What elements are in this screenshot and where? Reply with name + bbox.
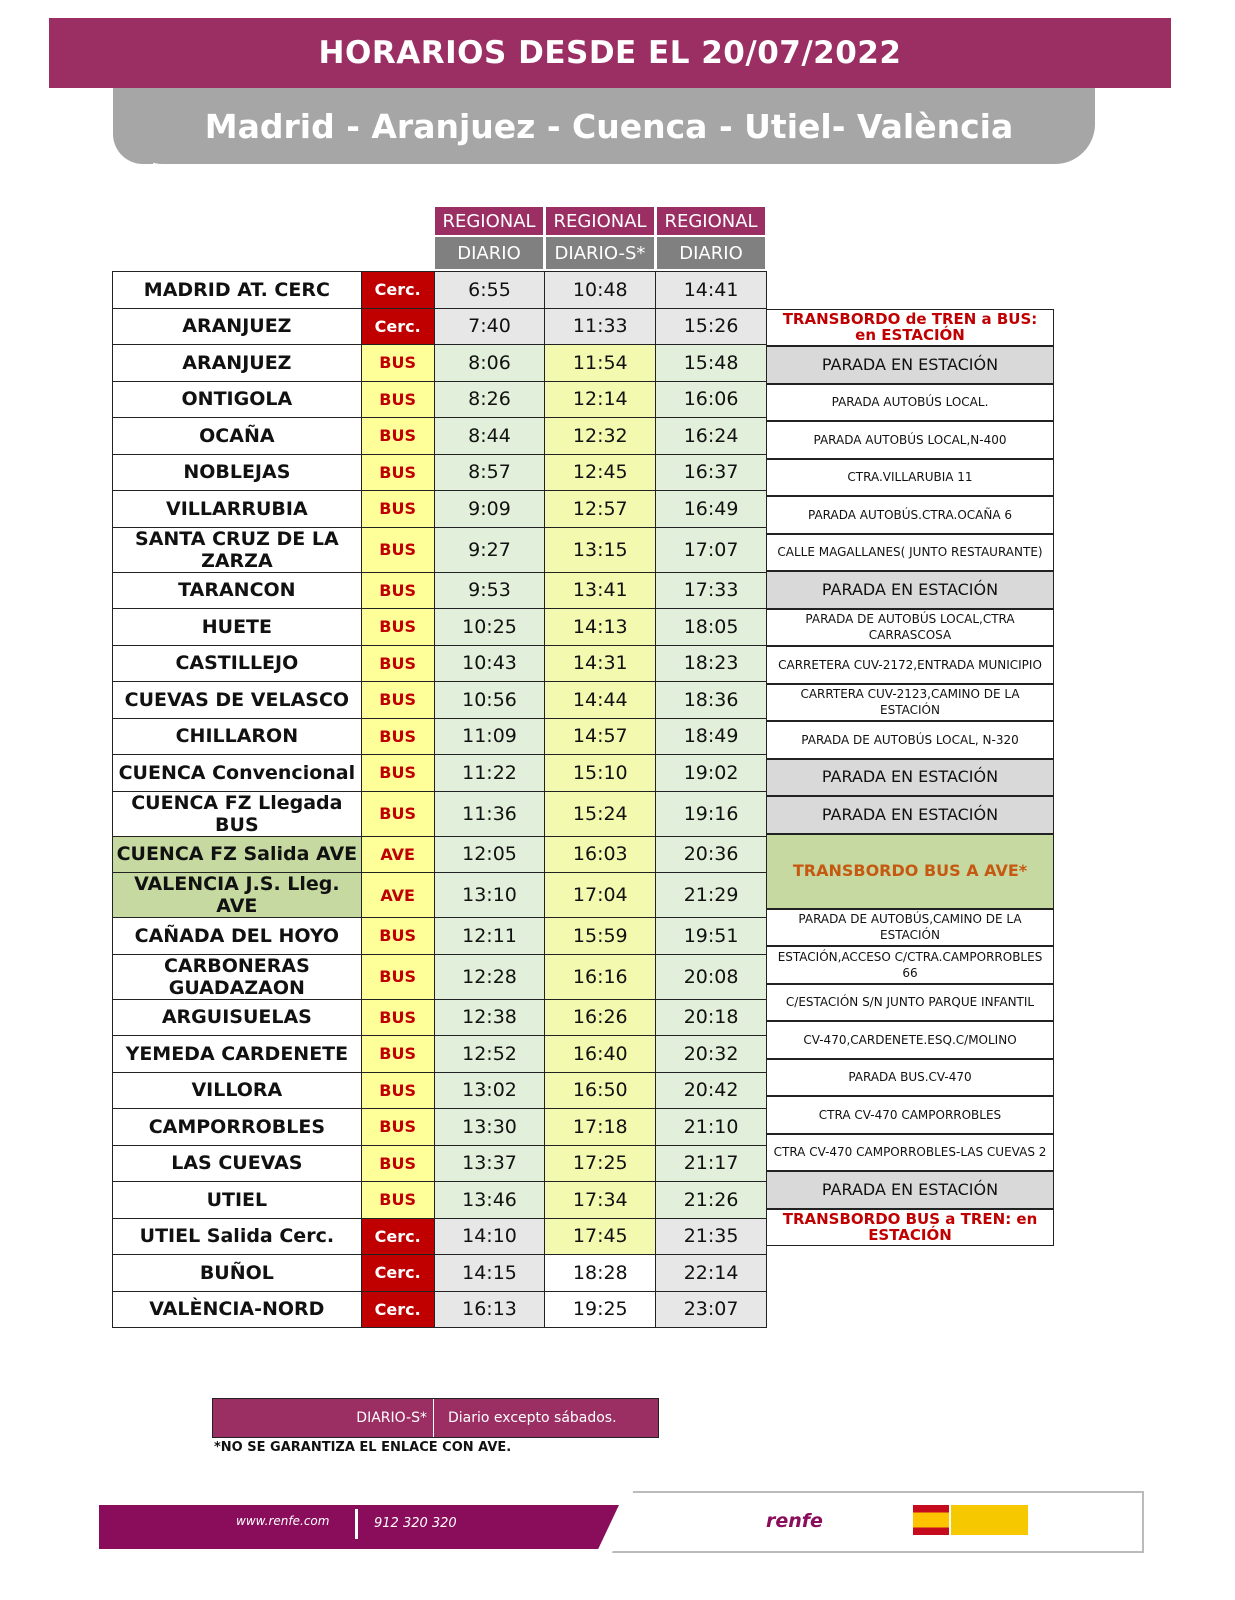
stop-note: PARADA EN ESTACIÓN xyxy=(767,346,1054,384)
departure-time: 11:33 xyxy=(545,308,656,345)
station-name: VILLORA xyxy=(113,1072,362,1109)
transport-mode: BUS xyxy=(361,345,434,382)
transport-mode: BUS xyxy=(361,1182,434,1219)
departure-time: 20:08 xyxy=(656,954,767,999)
transport-mode: BUS xyxy=(361,1036,434,1073)
departure-time: 11:54 xyxy=(545,345,656,382)
station-name: ARGUISUELAS xyxy=(113,999,362,1036)
transport-mode: BUS xyxy=(361,645,434,682)
departure-time: 10:25 xyxy=(434,609,545,646)
departure-time: 8:57 xyxy=(434,454,545,491)
footer-separator xyxy=(355,1509,358,1539)
transport-mode: Cerc. xyxy=(361,1255,434,1292)
transport-mode: BUS xyxy=(361,572,434,609)
departure-time: 18:36 xyxy=(656,682,767,719)
transport-mode: AVE xyxy=(361,873,434,918)
stop-note: TRANSBORDO BUS a TREN: en ESTACIÓN xyxy=(767,1209,1054,1247)
departure-time: 8:26 xyxy=(434,381,545,418)
table-row xyxy=(113,1109,767,1146)
transport-mode: BUS xyxy=(361,609,434,646)
timetable xyxy=(112,271,767,1328)
station-name: CHILLARON xyxy=(113,718,362,755)
legend-key: DIARIO-S* xyxy=(213,1399,434,1437)
stop-note: CALLE MAGALLANES( JUNTO RESTAURANTE) xyxy=(767,534,1054,572)
departure-time: 19:51 xyxy=(656,918,767,955)
departure-time: 12:38 xyxy=(434,999,545,1036)
departure-time: 13:10 xyxy=(434,873,545,918)
table-row xyxy=(113,1182,767,1219)
service-header-2 xyxy=(545,206,655,270)
station-name: CUEVAS DE VELASCO xyxy=(113,682,362,719)
departure-time: 17:04 xyxy=(545,873,656,918)
table-row xyxy=(113,1255,767,1292)
stop-note: PARADA EN ESTACIÓN xyxy=(767,1171,1054,1209)
departure-time: 15:10 xyxy=(545,755,656,792)
stop-note: CTRA CV-470 CAMPORROBLES-LAS CUEVAS 2 xyxy=(767,1134,1054,1172)
footer-band xyxy=(99,1505,619,1549)
station-name: CUENCA FZ Llegada BUS xyxy=(113,791,362,836)
departure-time: 12:14 xyxy=(545,381,656,418)
station-name: VALÈNCIA-NORD xyxy=(113,1291,362,1328)
departure-time: 8:06 xyxy=(434,345,545,382)
transport-mode: BUS xyxy=(361,527,434,572)
transport-mode: Cerc. xyxy=(361,272,434,309)
station-name: CUENCA FZ Salida AVE xyxy=(113,836,362,873)
departure-time: 19:02 xyxy=(656,755,767,792)
service-type: REGIONAL xyxy=(545,206,655,236)
table-row xyxy=(113,682,767,719)
transport-mode: BUS xyxy=(361,954,434,999)
departure-time: 20:18 xyxy=(656,999,767,1036)
departure-time: 16:50 xyxy=(545,1072,656,1109)
stop-note: TRANSBORDO de TREN a BUS: en ESTACIÓN xyxy=(767,309,1054,347)
stop-note: PARADA AUTOBÚS.CTRA.OCAÑA 6 xyxy=(767,496,1054,534)
departure-time: 19:25 xyxy=(545,1291,656,1328)
departure-time: 16:03 xyxy=(545,836,656,873)
station-name: ARANJUEZ xyxy=(113,308,362,345)
departure-time: 13:41 xyxy=(545,572,656,609)
table-row xyxy=(113,1145,767,1182)
departure-time: 18:49 xyxy=(656,718,767,755)
table-row xyxy=(113,1036,767,1073)
station-name: VILLARRUBIA xyxy=(113,491,362,528)
departure-time: 17:45 xyxy=(545,1218,656,1255)
departure-time: 21:29 xyxy=(656,873,767,918)
table-row xyxy=(113,381,767,418)
station-name: ARANJUEZ xyxy=(113,345,362,382)
transport-mode: Cerc. xyxy=(361,1291,434,1328)
departure-time: 17:18 xyxy=(545,1109,656,1146)
stop-note: CTRA CV-470 CAMPORROBLES xyxy=(767,1096,1054,1134)
table-row xyxy=(113,718,767,755)
footnote: *NO SE GARANTIZA EL ENLACE CON AVE. xyxy=(214,1440,512,1455)
departure-time: 7:40 xyxy=(434,308,545,345)
departure-time: 12:57 xyxy=(545,491,656,528)
departure-time: 10:43 xyxy=(434,645,545,682)
ministry-emblem xyxy=(951,1505,1028,1535)
table-row xyxy=(113,1072,767,1109)
departure-time: 12:52 xyxy=(434,1036,545,1073)
table-row xyxy=(113,1291,767,1328)
transport-mode: BUS xyxy=(361,491,434,528)
service-days: DIARIO xyxy=(434,236,544,270)
station-name: CARBONERAS GUADAZAON xyxy=(113,954,362,999)
transport-mode: BUS xyxy=(361,1072,434,1109)
station-name: NOBLEJAS xyxy=(113,454,362,491)
service-type: REGIONAL xyxy=(656,206,766,236)
departure-time: 13:02 xyxy=(434,1072,545,1109)
stop-note: CARRETERA CUV-2172,ENTRADA MUNICIPIO xyxy=(767,646,1054,684)
table-row xyxy=(113,418,767,455)
departure-time: 9:09 xyxy=(434,491,545,528)
table-row xyxy=(113,345,767,382)
transport-mode: BUS xyxy=(361,682,434,719)
departure-time: 21:17 xyxy=(656,1145,767,1182)
stop-note: C/ESTACIÓN S/N JUNTO PARQUE INFANTIL xyxy=(767,984,1054,1022)
station-name: OCAÑA xyxy=(113,418,362,455)
departure-time: 13:30 xyxy=(434,1109,545,1146)
stop-note: ESTACIÓN,ACCESO C/CTRA.CAMPORROBLES 66 xyxy=(767,946,1054,984)
departure-time: 18:05 xyxy=(656,609,767,646)
table-row xyxy=(113,645,767,682)
station-name: LAS CUEVAS xyxy=(113,1145,362,1182)
departure-time: 14:57 xyxy=(545,718,656,755)
table-row xyxy=(113,918,767,955)
departure-time: 17:07 xyxy=(656,527,767,572)
transport-mode: Cerc. xyxy=(361,1218,434,1255)
departure-time: 18:23 xyxy=(656,645,767,682)
departure-time: 15:48 xyxy=(656,345,767,382)
route-title-text: Madrid - Aranjuez - Cuenca - Utiel- València xyxy=(204,106,1014,146)
station-name: CUENCA Convencional xyxy=(113,755,362,792)
station-name: SANTA CRUZ DE LA ZARZA xyxy=(113,527,362,572)
service-days: DIARIO xyxy=(656,236,766,270)
departure-time: 9:27 xyxy=(434,527,545,572)
departure-time: 20:32 xyxy=(656,1036,767,1073)
station-name: CAMPORROBLES xyxy=(113,1109,362,1146)
stop-note: PARADA EN ESTACIÓN xyxy=(767,796,1054,834)
departure-time: 16:06 xyxy=(656,381,767,418)
legend-value: Diario excepto sábados. xyxy=(434,1399,658,1437)
station-name: CAÑADA DEL HOYO xyxy=(113,918,362,955)
station-name: HUETE xyxy=(113,609,362,646)
station-name: YEMEDA CARDENETE xyxy=(113,1036,362,1073)
departure-time: 12:11 xyxy=(434,918,545,955)
renfe-logo: renfe xyxy=(766,1510,823,1532)
departure-time: 16:49 xyxy=(656,491,767,528)
service-days: DIARIO-S* xyxy=(545,236,655,270)
departure-time: 16:40 xyxy=(545,1036,656,1073)
table-row xyxy=(113,999,767,1036)
transport-mode: BUS xyxy=(361,791,434,836)
station-name: UTIEL Salida Cerc. xyxy=(113,1218,362,1255)
transport-mode: BUS xyxy=(361,718,434,755)
route-title xyxy=(123,88,1095,164)
government-logo xyxy=(913,1505,1028,1535)
table-row xyxy=(113,491,767,528)
transport-mode: BUS xyxy=(361,755,434,792)
station-name: TARANCON xyxy=(113,572,362,609)
service-header-1 xyxy=(434,206,544,270)
stop-note: PARADA DE AUTOBÚS LOCAL,CTRA CARRASCOSA xyxy=(767,609,1054,647)
departure-time: 9:53 xyxy=(434,572,545,609)
table-row xyxy=(113,791,767,836)
departure-time: 13:46 xyxy=(434,1182,545,1219)
table-row xyxy=(113,609,767,646)
departure-time: 21:10 xyxy=(656,1109,767,1146)
departure-time: 13:15 xyxy=(545,527,656,572)
departure-time: 18:28 xyxy=(545,1255,656,1292)
transport-mode: BUS xyxy=(361,381,434,418)
departure-time: 12:05 xyxy=(434,836,545,873)
table-row xyxy=(113,454,767,491)
transport-mode: BUS xyxy=(361,1145,434,1182)
transport-mode: BUS xyxy=(361,418,434,455)
stop-note: PARADA BUS.CV-470 xyxy=(767,1059,1054,1097)
departure-time: 23:07 xyxy=(656,1291,767,1328)
departure-time: 12:28 xyxy=(434,954,545,999)
station-name: BUÑOL xyxy=(113,1255,362,1292)
stop-note: PARADA AUTOBÚS LOCAL. xyxy=(767,384,1054,422)
table-row xyxy=(113,873,767,918)
stop-note: PARADA AUTOBÚS LOCAL,N-400 xyxy=(767,421,1054,459)
stop-note: PARADA DE AUTOBÚS,CAMINO DE LA ESTACIÓN xyxy=(767,909,1054,947)
departure-time: 20:42 xyxy=(656,1072,767,1109)
service-type: REGIONAL xyxy=(434,206,544,236)
departure-time: 11:36 xyxy=(434,791,545,836)
transport-mode: BUS xyxy=(361,1109,434,1146)
departure-time: 12:32 xyxy=(545,418,656,455)
departure-time: 16:16 xyxy=(545,954,656,999)
stop-note: CTRA.VILLARUBIA 11 xyxy=(767,459,1054,497)
departure-time: 10:56 xyxy=(434,682,545,719)
departure-time: 14:13 xyxy=(545,609,656,646)
table-row xyxy=(113,836,767,873)
table-row xyxy=(113,755,767,792)
table-row xyxy=(113,572,767,609)
stop-note: PARADA EN ESTACIÓN xyxy=(767,571,1054,609)
stop-note: PARADA EN ESTACIÓN xyxy=(767,759,1054,797)
departure-time: 17:33 xyxy=(656,572,767,609)
stop-note: CARRTERA CUV-2123,CAMINO DE LA ESTACIÓN xyxy=(767,684,1054,722)
table-row xyxy=(113,954,767,999)
table-row xyxy=(113,527,767,572)
departure-time: 15:59 xyxy=(545,918,656,955)
departure-time: 15:26 xyxy=(656,308,767,345)
table-row xyxy=(113,308,767,345)
departure-time: 8:44 xyxy=(434,418,545,455)
spain-flag-icon xyxy=(913,1505,949,1535)
footer-phone: 912 320 320 xyxy=(374,1516,457,1531)
departure-time: 14:31 xyxy=(545,645,656,682)
departure-time: 21:35 xyxy=(656,1218,767,1255)
departure-time: 6:55 xyxy=(434,272,545,309)
departure-time: 11:22 xyxy=(434,755,545,792)
transport-mode: BUS xyxy=(361,918,434,955)
departure-time: 16:13 xyxy=(434,1291,545,1328)
departure-time: 12:45 xyxy=(545,454,656,491)
departure-time: 19:16 xyxy=(656,791,767,836)
departure-time: 10:48 xyxy=(545,272,656,309)
legend xyxy=(212,1398,659,1438)
departure-time: 14:44 xyxy=(545,682,656,719)
stop-note: CV-470,CARDENETE.ESQ.C/MOLINO xyxy=(767,1021,1054,1059)
footer-box xyxy=(612,1491,1144,1553)
transport-mode: AVE xyxy=(361,836,434,873)
station-name: VALENCIA J.S. Lleg. AVE xyxy=(113,873,362,918)
station-name: ONTIGOLA xyxy=(113,381,362,418)
departure-time: 14:41 xyxy=(656,272,767,309)
departure-time: 20:36 xyxy=(656,836,767,873)
departure-time: 17:25 xyxy=(545,1145,656,1182)
station-name: MADRID AT. CERC xyxy=(113,272,362,309)
departure-time: 13:37 xyxy=(434,1145,545,1182)
departure-time: 15:24 xyxy=(545,791,656,836)
departure-time: 16:24 xyxy=(656,418,767,455)
departure-time: 21:26 xyxy=(656,1182,767,1219)
departure-time: 16:37 xyxy=(656,454,767,491)
departure-time: 11:09 xyxy=(434,718,545,755)
transport-mode: Cerc. xyxy=(361,308,434,345)
transport-mode: BUS xyxy=(361,454,434,491)
departure-time: 14:10 xyxy=(434,1218,545,1255)
page-title: HORARIOS DESDE EL 20/07/2022 xyxy=(49,18,1171,88)
transport-mode: BUS xyxy=(361,999,434,1036)
service-header-3 xyxy=(656,206,766,270)
departure-time: 22:14 xyxy=(656,1255,767,1292)
footer-website[interactable]: www.renfe.com xyxy=(236,1514,330,1528)
station-name: CASTILLEJO xyxy=(113,645,362,682)
station-name: UTIEL xyxy=(113,1182,362,1219)
stop-note: TRANSBORDO BUS A AVE* xyxy=(767,834,1054,909)
table-row xyxy=(113,272,767,309)
departure-time: 17:34 xyxy=(545,1182,656,1219)
departure-time: 16:26 xyxy=(545,999,656,1036)
departure-time: 14:15 xyxy=(434,1255,545,1292)
stop-note: PARADA DE AUTOBÚS LOCAL, N-320 xyxy=(767,721,1054,759)
table-row xyxy=(113,1218,767,1255)
